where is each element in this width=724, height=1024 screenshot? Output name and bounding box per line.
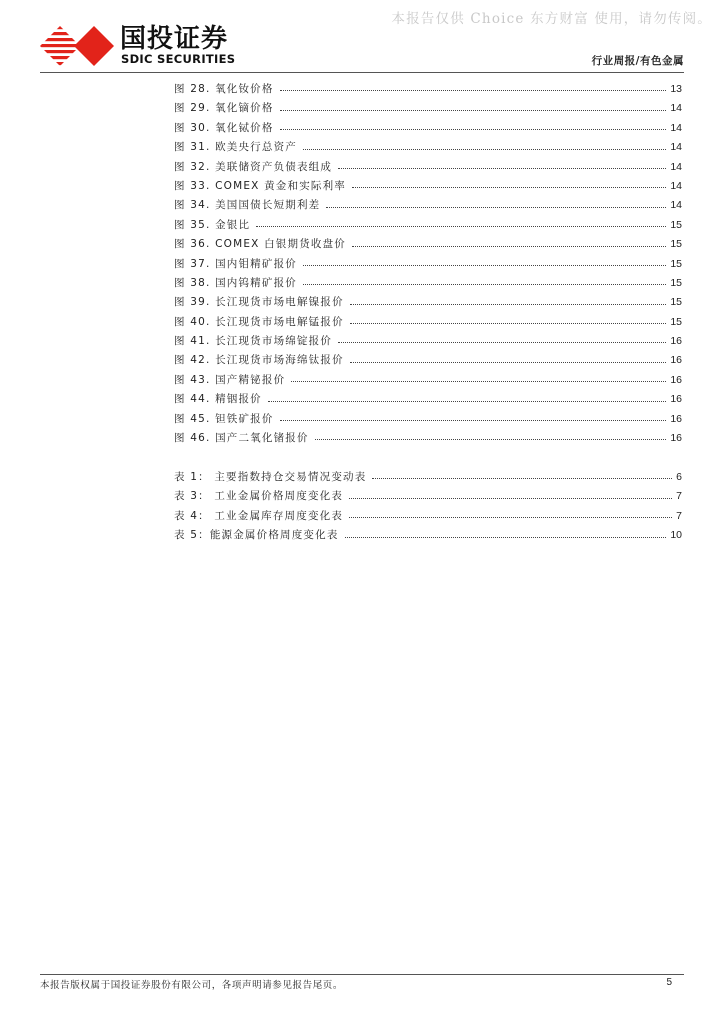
dot-leader bbox=[256, 226, 666, 227]
dot-leader bbox=[350, 323, 667, 324]
toc-entry-figure-31[interactable] bbox=[174, 138, 682, 157]
watermark-text: 本报告仅供 Choice 东方财富 使用，请勿传阅。 bbox=[391, 11, 712, 27]
dot-leader bbox=[280, 129, 667, 130]
toc-entry-figure-42[interactable] bbox=[174, 351, 682, 370]
toc-entry-page: 16 bbox=[670, 354, 682, 367]
toc-entry-page: 15 bbox=[670, 296, 682, 309]
brand-name-en: SDIC SECURITIES bbox=[121, 52, 236, 66]
toc-entry-label: 图 33. COMEX 黄金和实际利率 bbox=[174, 179, 346, 192]
toc-entry-page: 14 bbox=[670, 141, 682, 154]
toc-entry-page: 16 bbox=[670, 335, 682, 348]
toc-entry-page: 7 bbox=[676, 490, 682, 503]
toc-entry-figure-38[interactable] bbox=[174, 274, 682, 293]
dot-leader bbox=[350, 304, 667, 305]
dot-leader bbox=[280, 420, 667, 421]
toc-entry-figure-35[interactable] bbox=[174, 216, 682, 235]
toc-entry-figure-41[interactable] bbox=[174, 332, 682, 351]
figure-list bbox=[174, 80, 682, 448]
toc-entry-label: 图 46. 国产二氧化锗报价 bbox=[174, 432, 309, 445]
toc-entry-label: 图 31. 欧美央行总资产 bbox=[174, 141, 297, 154]
dot-leader bbox=[372, 478, 672, 479]
toc-entry-page: 6 bbox=[676, 471, 682, 483]
toc-entry-figure-28[interactable] bbox=[174, 80, 682, 99]
toc-entry-figure-45[interactable] bbox=[174, 410, 682, 429]
toc-entry-figure-39[interactable] bbox=[174, 293, 682, 312]
toc-entry-label: 图 34. 美国国债长短期利差 bbox=[174, 199, 321, 212]
toc-entry-label: 图 40. 长江现货市场电解锰报价 bbox=[174, 315, 344, 328]
toc-entry-page: 16 bbox=[670, 373, 682, 386]
dot-leader bbox=[303, 265, 666, 266]
toc-entry-page: 16 bbox=[670, 432, 682, 445]
header-divider bbox=[40, 72, 684, 73]
dot-leader bbox=[303, 149, 666, 150]
toc-entry-figure-36[interactable] bbox=[174, 235, 682, 254]
toc-entry-figure-33[interactable] bbox=[174, 177, 682, 196]
toc-entry-page: 15 bbox=[670, 276, 682, 289]
dot-leader bbox=[326, 207, 666, 208]
footer-disclaimer: 本报告版权属于国投证券股份有限公司，各项声明请参见报告尾页。 bbox=[40, 980, 344, 991]
toc-entry-label: 图 41. 长江现货市场绵锭报价 bbox=[174, 335, 333, 348]
toc-entry-label: 图 36. COMEX 白银期货收盘价 bbox=[174, 238, 346, 251]
toc-entry-label: 图 29. 氧化镝价格 bbox=[174, 102, 274, 115]
toc-entry-page: 15 bbox=[670, 238, 682, 251]
toc-entry-figure-40[interactable] bbox=[174, 313, 682, 332]
toc-entry-label: 图 28. 氧化钕价格 bbox=[174, 83, 274, 95]
toc-entry-page: 16 bbox=[670, 393, 682, 406]
toc-entry-table-5[interactable] bbox=[174, 526, 682, 545]
footer-divider bbox=[40, 974, 684, 975]
toc-entry-label: 表 4： 工业金属库存周度变化表 bbox=[174, 509, 344, 522]
toc-entry-label: 图 35. 金银比 bbox=[174, 218, 251, 231]
toc-entry-label: 图 37. 国内钼精矿报价 bbox=[174, 257, 297, 270]
brand-logo bbox=[40, 24, 240, 68]
toc-entry-page: 13 bbox=[670, 83, 682, 95]
toc-entry-page: 14 bbox=[670, 160, 682, 173]
toc-entry-figure-37[interactable] bbox=[174, 255, 682, 274]
dot-leader bbox=[315, 439, 667, 440]
dot-leader bbox=[350, 362, 667, 363]
dot-leader bbox=[280, 90, 667, 91]
toc-entry-page: 14 bbox=[670, 102, 682, 115]
toc-entry-page: 16 bbox=[670, 412, 682, 425]
toc-entry-figure-34[interactable] bbox=[174, 196, 682, 215]
dot-leader bbox=[268, 401, 666, 402]
dot-leader bbox=[303, 284, 666, 285]
report-category: 行业周报/有色金属 bbox=[591, 55, 684, 67]
toc-entry-label: 图 43. 国产精铋报价 bbox=[174, 373, 286, 386]
toc-entry-table-4[interactable] bbox=[174, 507, 682, 526]
brand-name-cn: 国投证券 bbox=[120, 24, 229, 54]
dot-leader bbox=[338, 342, 666, 343]
toc-entry-page: 7 bbox=[676, 509, 682, 522]
toc-entry-page: 15 bbox=[670, 315, 682, 328]
dot-leader bbox=[349, 498, 672, 499]
toc-entry-page: 15 bbox=[670, 257, 682, 270]
toc-entry-label: 图 38. 国内钨精矿报价 bbox=[174, 276, 297, 289]
dot-leader bbox=[345, 537, 667, 538]
toc-entry-figure-43[interactable] bbox=[174, 371, 682, 390]
dot-leader bbox=[338, 168, 666, 169]
toc-entry-label: 图 44. 精铟报价 bbox=[174, 393, 262, 406]
dot-leader bbox=[352, 246, 666, 247]
dot-leader bbox=[280, 110, 667, 111]
toc-entry-page: 14 bbox=[670, 179, 682, 192]
toc-entry-table-3[interactable] bbox=[174, 487, 682, 506]
toc-entry-page: 10 bbox=[670, 529, 682, 542]
toc-entry-figure-46[interactable] bbox=[174, 429, 682, 448]
dot-leader bbox=[349, 517, 672, 518]
dot-leader bbox=[291, 381, 666, 382]
table-list bbox=[174, 468, 682, 546]
dot-leader bbox=[352, 187, 666, 188]
toc-entry-page: 14 bbox=[670, 121, 682, 134]
toc-entry-label: 表 1： 主要指数持仓交易情况变动表 bbox=[174, 471, 367, 483]
toc-entry-figure-32[interactable] bbox=[174, 158, 682, 177]
toc-entry-page: 14 bbox=[670, 199, 682, 212]
toc-entry-label: 图 30. 氧化铽价格 bbox=[174, 121, 274, 134]
toc-entry-page: 15 bbox=[670, 218, 682, 231]
toc-entry-label: 表 3： 工业金属价格周度变化表 bbox=[174, 490, 344, 503]
toc-entry-label: 图 39. 长江现货市场电解镍报价 bbox=[174, 296, 344, 309]
toc-entry-figure-29[interactable] bbox=[174, 99, 682, 118]
toc-entry-label: 表 5：能源金属价格周度变化表 bbox=[174, 529, 339, 542]
toc-entry-figure-30[interactable] bbox=[174, 119, 682, 138]
toc-entry-label: 图 42. 长江现货市场海绵钛报价 bbox=[174, 354, 344, 367]
toc-entry-label: 图 32. 美联储资产负债表组成 bbox=[174, 160, 333, 173]
toc-entry-label: 图 45. 钽铁矿报价 bbox=[174, 412, 274, 425]
page-number: 5 bbox=[666, 977, 672, 988]
toc-entry-table-1[interactable] bbox=[174, 468, 682, 487]
logo-diamond-icon bbox=[40, 24, 116, 68]
toc-entry-figure-44[interactable] bbox=[174, 390, 682, 409]
